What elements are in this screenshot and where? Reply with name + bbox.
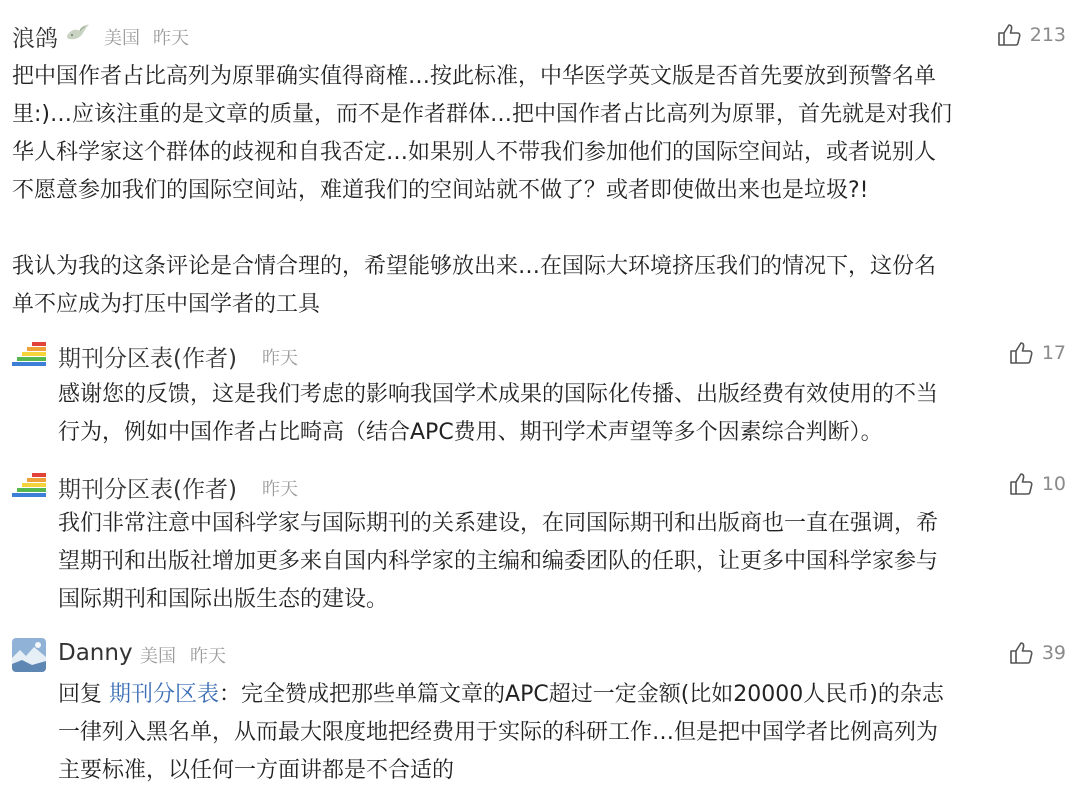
comment-body [12,58,952,324]
reply-target-link[interactable]: 期刊分区表 [109,682,220,707]
comment-line: 里:)…应该注重的是文章的质量，而不是作者群体…把中国作者占比高列为原罪，首先就是对我们 [12,102,952,127]
like-count: 39 [1041,642,1066,664]
comment-time: 昨天 [153,28,189,49]
comment-line: 行为，例如中国作者占比畸高（结合APC费用、期刊学术声望等多个因素综合判断）。 [58,420,883,445]
author-name[interactable]: 期刊分区表(作者) [58,346,237,372]
comment-time: 昨天 [262,348,298,369]
journal-avatar[interactable] [12,471,48,497]
like-button[interactable] [1008,340,1066,366]
thumbs-up-icon [1008,340,1034,366]
author-name[interactable]: 期刊分区表(作者) [58,477,237,503]
author-name[interactable]: 浪鸽 [12,26,58,52]
comment-time: 昨天 [262,479,298,500]
author-name[interactable]: Danny [58,640,133,666]
paragraph-gap [12,210,952,248]
comment-time: 昨天 [190,646,226,667]
thumbs-up-icon [1008,640,1034,666]
comment-line: 不愿意参加我们的国际空间站，难道我们的空间站就不做了？或者即使做出来也是垃圾?! [12,178,869,203]
journal-avatar[interactable] [12,340,48,366]
comment-line: 把中国作者占比高列为原罪确实值得商榷…按此标准，中华医学英文版是否首先要放到预警名单 [12,64,937,89]
comment-1 [0,0,1080,320]
comment-line: 我们非常注意中国科学家与国际期刊的关系建设，在同国际期刊和出版商也一直在强调，希 [58,511,939,536]
comment-line: 主要标准，以任何一方面讲都是不合适的 [58,758,455,783]
comment-line: 我认为我的这条评论是合情合理的，希望能够放出来…在国际大环境挤压我们的情况下，这份名 [12,254,937,279]
comment-line [58,676,944,714]
dove-icon [64,22,90,44]
author-location: 美国 [140,646,176,667]
comment-line: 单不应成为打压中国学者的工具 [12,292,321,317]
danny-avatar[interactable] [12,638,46,672]
like-count: 10 [1041,473,1066,495]
comment-line: 一律列入黑名单，从而最大限度地把经费用于实际的科研工作…但是把中国学者比例高列为 [58,720,939,745]
comment-line: 感谢您的反馈，这是我们考虑的影响我国学术成果的国际化传播、出版经费有效使用的不当 [58,382,939,407]
comment-line: 国际期刊和国际出版生态的建设。 [58,587,389,612]
thumbs-up-icon [1008,471,1034,497]
comment-3 [0,461,1080,631]
comment-line-text: ：完全赞成把那些单篇文章的APC超过一定金额(比如20000人民币)的杂志 [219,682,944,707]
like-count: 213 [1029,24,1066,46]
like-button[interactable] [996,22,1066,48]
comment-4 [0,632,1080,783]
reply-prefix: 回复 [58,682,109,707]
like-button[interactable] [1008,640,1066,666]
comment-body [58,376,938,452]
author-location: 美国 [104,28,140,49]
comment-line: 华人科学家这个群体的歧视和自我否定…如果别人不带我们参加他们的国际空间站，或者说别人 [12,140,937,165]
thumbs-up-icon [996,22,1022,48]
comment-body [58,676,944,790]
comment-line: 望期刊和出版社增加更多来自国内科学家的主编和编委团队的任职，让更多中国科学家参与 [58,549,939,574]
like-count: 17 [1041,342,1066,364]
comment-body [58,505,938,619]
like-button[interactable] [1008,471,1066,497]
comment-2 [0,330,1080,460]
